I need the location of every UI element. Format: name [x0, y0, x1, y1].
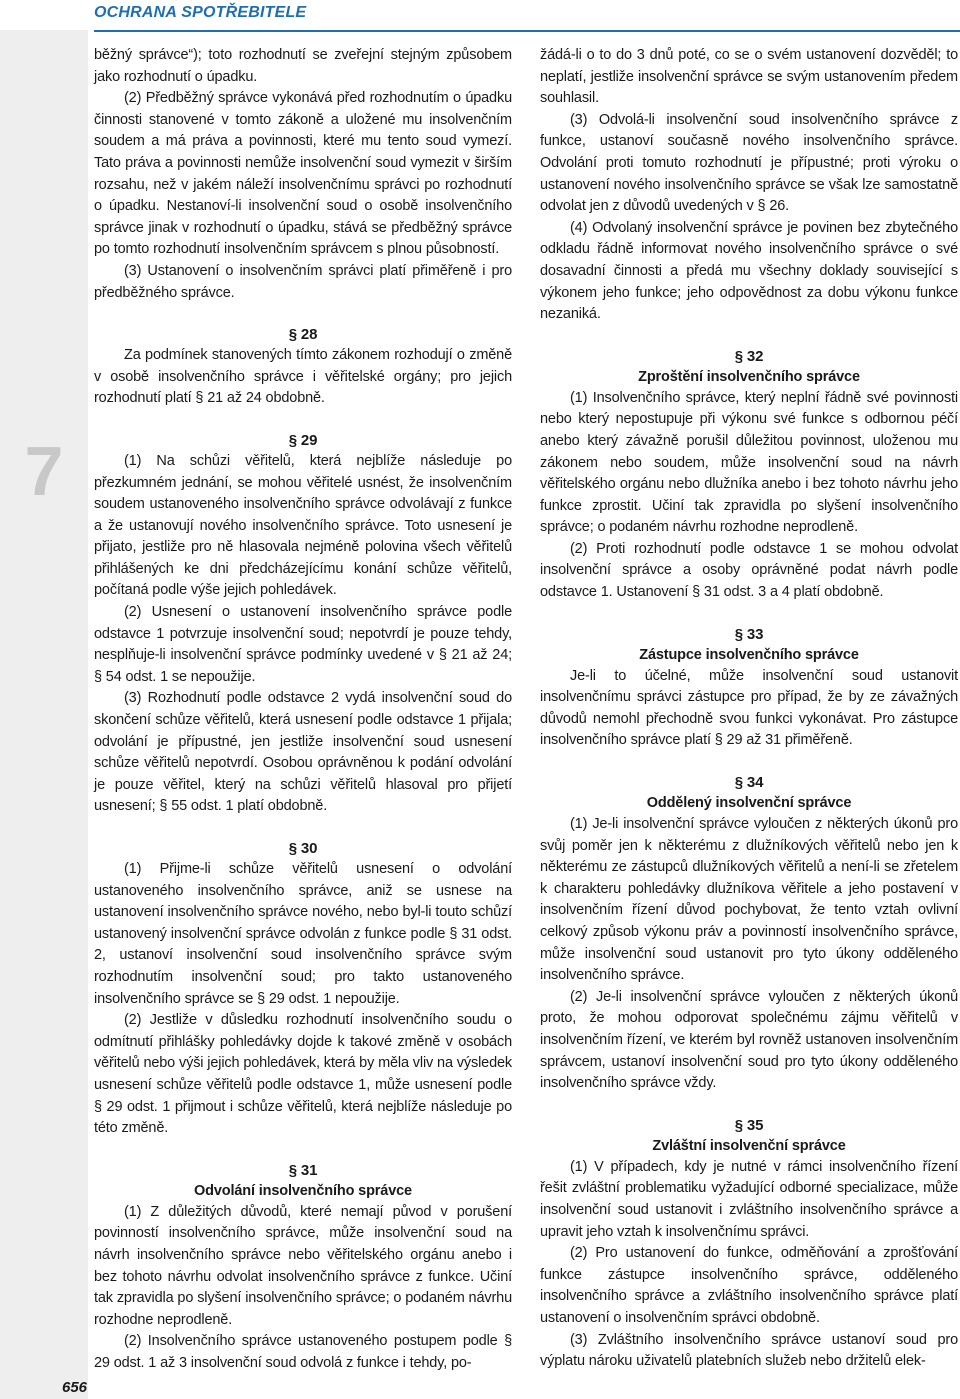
paragraph: žádá-li o to do 3 dnů poté, co se o svém ustanovení dozvěděl; to neplatí, jestliže insolvenční správce se svým ustanovením předem souhlasil. — [540, 47, 958, 107]
section-number: § 28 — [288, 326, 318, 344]
header-rule — [94, 30, 960, 32]
section-number: § 30 — [288, 840, 318, 857]
paragraph: (2) Předběžný správce vykonává před rozhodnutím o úpadku činnosti stanovené v tomto zákoně a uložené mu insolvenčním soudem a má práva a povinnosti, které mu tento soud vymezí. Tato práva a povinnosti nemůže insolvenční soud vymezit v širším rozsahu, než v jakém náleží insolvenčnímu správci po rozhodnutí o úpadku. Nestanoví-li insolvenční soud o osobě insolvenčního správce jinak v rozhodnutí o úpadku, stává se předběžný správce po tomto rozhodnutí insolvenčním správcem s plnou působností. — [94, 90, 512, 258]
section-heading-33 — [540, 624, 958, 666]
page-number: 656 — [62, 1379, 88, 1396]
paragraph: (2) Pro ustanovení do funkce, odměňování a zprošťování funkce zástupce insolvenčního správce, odděleného insolvenčního správce a zvláštního insolvenčního správce platí ustanovení o insolvenčním správci obdobně. — [540, 1245, 958, 1326]
paragraph: (3) Rozhodnutí podle odstavce 2 vydá insolvenční soud do skončení schůze věřitelů, která usnesení podle odstavce 1 přijala; odvolání je přípustné, jen jestliže insolvenční soud usnesení schůze věřitelů nepotvrdí. Osobou oprávněnou k podání odvolání je pouze věřitel, který na schůzi věřitelů hlasoval pro přijetí usnesení; § 55 odst. 1 platí obdobně. — [94, 690, 512, 815]
right-column — [540, 45, 958, 1373]
section-number: § 33 — [734, 625, 764, 643]
paragraph: běžný správce“); toto rozhodnutí se zveřejní stejným způsobem jako rozhodnutí o úpadku. — [94, 47, 512, 85]
running-header-title: OCHRANA SPOTŘEBITELE — [94, 4, 307, 21]
section-number: § 31 — [288, 1161, 318, 1179]
paragraph: (1) Je-li insolvenční správce vyloučen z některých úkonů pro svůj poměr jen k některému z dlužníkových věřitelů nebo jen k některému ze zástupců dlužníkových věřitelů a není-li se zřetelem k charakteru pohledávky dlužníkova věřitele a jeho postavení v insolvenčním řízení důvod pochybovat, že tento vztah ovlivní celkový způsob výkonu práv a povinností insolvenčního správce, může insolvenční soud ustanovit pro tyto úkony odděleného insolvenčního správce. — [540, 816, 958, 984]
section-title: Zvláštní insolvenční správce — [652, 1137, 846, 1154]
section-heading-29 — [94, 430, 512, 451]
section-heading-31 — [94, 1160, 512, 1202]
paragraph: (1) Přijme-li schůze věřitelů usnesení o odvolání ustanoveného insolvenčního správce, aniž se usnese na ustanovení insolvenčního správce nového, nebo byl-li touto schůzí ustanovený insolvenční správce odvolán z funkce podle § 31 odst. 2, ustanoví insolvenční soud insolvenčního správce svým rozhodnutím insolvenční soud; pro takto ustanoveného insolvenčního správce se § 29 odst. 1 nepoužije. — [94, 861, 512, 1007]
paragraph: (3) Zvláštního insolvenčního správce ustanoví soud pro výplatu nároku uživatelů platebních služeb nebo držitelů elek- — [540, 1331, 958, 1370]
section-number: § 35 — [734, 1116, 764, 1134]
section-number: § 32 — [734, 347, 764, 365]
section-title: Oddělený insolvenční správce — [646, 795, 852, 812]
chapter-number: 7 — [24, 432, 64, 510]
paragraph: (2) Jestliže v důsledku rozhodnutí insolvenčního soudu o odmítnutí přihlášky pohledávky dojde k takové změně v osobách věřitelů nebo výši jejich pohledávek, která by měla vliv na výsledek usnesení schůze věřitelů podle odstavce 1, může usnesení podle § 29 odst. 1 přijmout i schůze věřitelů, která nejblíže následuje po této změně. — [94, 1012, 512, 1137]
paragraph: (2) Je-li insolvenční správce vyloučen z některých úkonů proto, že mohou odporovat společnému zájmu věřitelů v insolvenčním řízení, ve kterém byl rovněž ustanoven insolvenčním správcem, ustanoví insolvenční soud pro tyto úkony odděleného insolvenčního správce vždy. — [540, 988, 958, 1092]
section-title: Odvolání insolvenčního správce — [194, 1182, 412, 1199]
section-heading-28 — [94, 324, 512, 345]
paragraph: (3) Ustanovení o insolvenčním správci platí přiměřeně i pro předběžného správce. — [94, 262, 512, 301]
paragraph: (1) V případech, kdy je nutné v rámci insolvenčního řízení řešit zvláštní problematiku vyžadující odborné specializace, může insolvenční soud ustanovit i zvláštního insolvenčního správce a upravit jeho vztah k insolvenčnímu správci. — [540, 1158, 958, 1240]
paragraph: (4) Odvolaný insolvenční správce je povinen bez zbytečného odkladu řádně informovat nového insolvenčního správce o své dosavadní činnosti a předá mu všechny doklady související s výkonem jeho funkce; jeho odpovědnost za dobu výkonu funkce nezaniká. — [540, 219, 958, 323]
left-column — [94, 45, 512, 1374]
paragraph: (3) Odvolá-li insolvenční soud insolvenčního správce z funkce, ustanoví současně nového insolvenčního správce. Odvolání proti tomuto rozhodnutí je přípustné; proti výroku o ustanovení nového insolvenčního správce se však lze samostatně odvolat jen z důvodů uvedených v § 26. — [540, 111, 958, 215]
section-heading-34 — [540, 772, 958, 814]
section-title: Zproštění insolvenčního správce — [638, 368, 860, 385]
paragraph: (1) Insolvenčního správce, který neplní řádně své povinnosti nebo který nepostupuje při výkonu své funkce s odbornou péčí anebo který závažně porušil důležitou povinnost, uloženou mu zákonem nebo soudem, může insolvenční soud na návrh věřitelského orgánu nebo dlužníka anebo i bez tohoto návrhu jeho funkce zprostit. Učiní tak zpravidla po slyšení insolvenčního správce; o podaném návrhu rozhodne neprodleně. — [540, 389, 958, 536]
section-heading-32 — [540, 346, 958, 388]
paragraph: (2) Insolvenčního správce ustanoveného postupem podle § 29 odst. 1 až 3 insolvenční soud odvolá z funkce i tehdy, po- — [94, 1333, 512, 1371]
paragraph: (2) Proti rozhodnutí podle odstavce 1 se mohou odvolat insolvenční správce a osoby oprávněné podat návrh podle odstavce 1. Ustanovení § 31 odst. 3 a 4 platí obdobně. — [540, 540, 958, 601]
section-number: § 29 — [288, 431, 318, 449]
paragraph: (1) Na schůzi věřitelů, která nejblíže následuje po přezkumném jednání, se mohou věřitelé usnést, že insolvenčním soudem ustanoveného insolvenčního správce odvolávají z funkce a že ustanovují nového insolvenčního správce. Toto usnesení je přijato, jestliže pro ně hlasovala nejméně polovina všech věřitelů přihlášených ke dni předcházejícímu konání schůze věřitelů, počítaná podle výše jejich pohledávek. — [94, 452, 512, 599]
section-title: Zástupce insolvenčního správce — [639, 646, 859, 663]
paragraph: (1) Z důležitých důvodů, které nemají původ v porušení povinností insolvenčního správce, může insolvenční soud na návrh insolvenčního správce nebo věřitelského orgánu anebo i bez tohoto návrhu odvolat insolvenčního správce z funkce. Učiní tak zpravidla po slyšení insolvenčního správce; o podaném návrhu rozhodne neprodleně. — [94, 1203, 512, 1328]
section-heading-35 — [540, 1115, 958, 1157]
paragraph: Za podmínek stanovených tímto zákonem rozhodují o změně v osobě insolvenčního správce i věřitelské orgány; pro jejich rozhodnutí platí § 21 až 24 obdobně. — [94, 347, 512, 407]
paragraph: (2) Usnesení o ustanovení insolvenčního správce podle odstavce 1 potvrzuje insolvenční soud; nepotvrdí je pouze tehdy, nesplňuje-li insolvenční správce podmínky uvedené v § 21 až 24; § 54 odst. 1 se nepoužije. — [94, 604, 512, 685]
section-heading-30 — [94, 838, 512, 859]
paragraph: Je-li to účelné, může insolvenční soud ustanovit insolvenčnímu správci zástupce pro případ, že by ze závažných důvodů nemohl přechodně svou funkci vykonávat. Pro zástupce insolvenčního správce platí § 29 až 31 přiměřeně. — [540, 667, 958, 749]
chapter-side-strip — [0, 30, 88, 1399]
section-number: § 34 — [734, 774, 764, 792]
